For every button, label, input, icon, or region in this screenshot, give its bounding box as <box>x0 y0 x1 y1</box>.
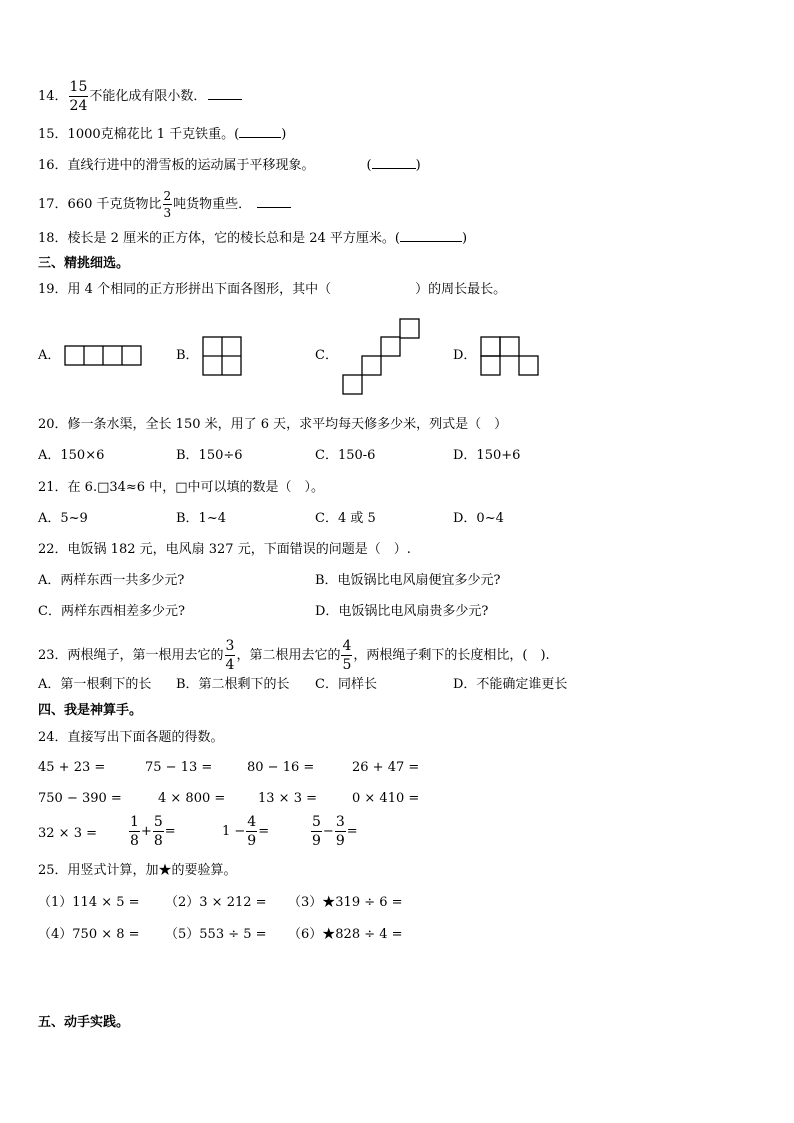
shape-c-staircase <box>342 318 420 396</box>
question-21: 21．在 6.□34≈6 中，□中可以填的数是（ ）。 <box>38 480 324 495</box>
answer-blank[interactable] <box>372 156 416 169</box>
calc-item-fraction-diff-2: $\frac{5}{9}$ − $\frac{3}{9}$ = <box>312 814 358 849</box>
section-heading-3: 三、精挑细选。 <box>38 256 130 271</box>
question-15: 15．1000克棉花比 1 千克铁重。( ) <box>38 127 287 142</box>
answer-blank[interactable] <box>400 229 462 242</box>
q23-option-d[interactable]: D．不能确定谁更长 <box>453 677 568 692</box>
answer-blank[interactable] <box>257 195 291 208</box>
q22-option-d[interactable]: D．电饭锅比电风扇贵多少元? <box>315 604 489 619</box>
question-14 <box>38 80 242 113</box>
calc-item-fraction-diff: 1 − $\frac{4}{9}$ = <box>222 814 270 849</box>
question-18: 18．棱长是 2 厘米的正方体，它的棱长总和是 24 平方厘米。( ) <box>38 231 468 246</box>
calc-item: 4 × 800 = <box>158 791 226 806</box>
q14-text: 不能化成有限小数． <box>89 89 207 104</box>
calc-item: （6）★828 ÷ 4 = <box>288 927 403 942</box>
q14-fraction: $\frac{15}{24}$ <box>69 79 88 114</box>
q23-fraction-2: $\frac{4}{5}$ <box>342 638 352 673</box>
q19-option-a[interactable]: A． <box>38 348 61 363</box>
calc-item: 0 × 410 = <box>352 791 420 806</box>
calc-item: （4）750 × 8 = <box>38 927 140 942</box>
shape-d-squares <box>480 336 540 376</box>
q23-option-c[interactable]: C．同样长 <box>315 677 377 692</box>
shape-a-row-of-squares <box>64 345 142 366</box>
calc-item: 13 × 3 = <box>258 791 317 806</box>
q23-fraction-1: $\frac{3}{4}$ <box>225 638 235 673</box>
calc-item: （1）114 × 5 = <box>38 895 140 910</box>
question-22: 22．电饭锅 182 元，电风扇 327 元，下面错误的问题是（ ）. <box>38 542 411 557</box>
answer-blank[interactable] <box>208 87 242 100</box>
q21-option-a[interactable]: A．5~9 <box>38 511 88 526</box>
q19-option-b[interactable]: B． <box>176 348 199 363</box>
calc-item: 26 + 47 = <box>352 760 420 775</box>
q14-number: 14． <box>38 89 68 104</box>
q19-option-d[interactable]: D． <box>453 348 477 363</box>
q23-option-b[interactable]: B．第二根剩下的长 <box>176 677 290 692</box>
calc-item: 45 + 23 = <box>38 760 106 775</box>
question-19: 19．用 4 个相同的正方形拼出下面各图形，其中（ ）的周长最长。 <box>38 282 507 297</box>
section-heading-5: 五、动手实践。 <box>38 1015 130 1030</box>
q20-option-d[interactable]: D．150+6 <box>453 448 521 463</box>
q19-option-c[interactable]: C． <box>315 348 338 363</box>
calc-item-fraction-sum: $\frac{1}{8}$ + $\frac{5}{8}$ = <box>130 814 176 849</box>
question-24: 24．直接写出下面各题的得数。 <box>38 730 224 745</box>
calc-item: （5）553 ÷ 5 = <box>165 927 267 942</box>
question-16: 16．直线行进中的滑雪板的运动属于平移现象。 ( ) <box>38 158 421 173</box>
section-heading-4: 四、我是神算手。 <box>38 703 143 718</box>
q22-option-a[interactable]: A．两样东西一共多少元? <box>38 573 185 588</box>
calc-item: 75 − 13 = <box>145 760 213 775</box>
calc-item: （3）★319 ÷ 6 = <box>288 895 403 910</box>
q21-option-b[interactable]: B．1~4 <box>176 511 226 526</box>
question-17: 17．660 千克货物比 $\frac{2}{3}$ 吨货物重些． <box>38 190 291 219</box>
answer-blank[interactable] <box>239 125 281 138</box>
calc-item: 750 − 390 = <box>38 791 122 806</box>
question-20: 20．修一条水渠，全长 150 米，用了 6 天，求平均每天修多少米，列式是（ ） <box>38 417 508 432</box>
q23-option-a[interactable]: A．第一根剩下的长 <box>38 677 152 692</box>
shape-b-square-grid <box>202 336 242 376</box>
q22-option-c[interactable]: C．两样东西相差多少元? <box>38 604 185 619</box>
q20-option-c[interactable]: C．150-6 <box>315 448 376 463</box>
q21-option-c[interactable]: C．4 或 5 <box>315 511 376 526</box>
question-25: 25．用竖式计算，加★的要验算。 <box>38 863 237 878</box>
calc-item: 32 × 3 = <box>38 826 97 841</box>
calc-item: 80 − 16 = <box>247 760 315 775</box>
question-23: 23．两根绳子，第一根用去它的 $\frac{3}{4}$ ，第二根用去它的 $\frac{4}{5}$ ，两根绳子剩下的长度相比，( ). <box>38 638 550 673</box>
q20-option-a[interactable]: A．150×6 <box>38 448 105 463</box>
calc-item: （2）3 × 212 = <box>165 895 267 910</box>
q17-fraction: $\frac{2}{3}$ <box>163 189 172 220</box>
q21-option-d[interactable]: D．0~4 <box>453 511 504 526</box>
q20-option-b[interactable]: B．150÷6 <box>176 448 243 463</box>
q22-option-b[interactable]: B．电饭锅比电风扇便宜多少元? <box>315 573 501 588</box>
